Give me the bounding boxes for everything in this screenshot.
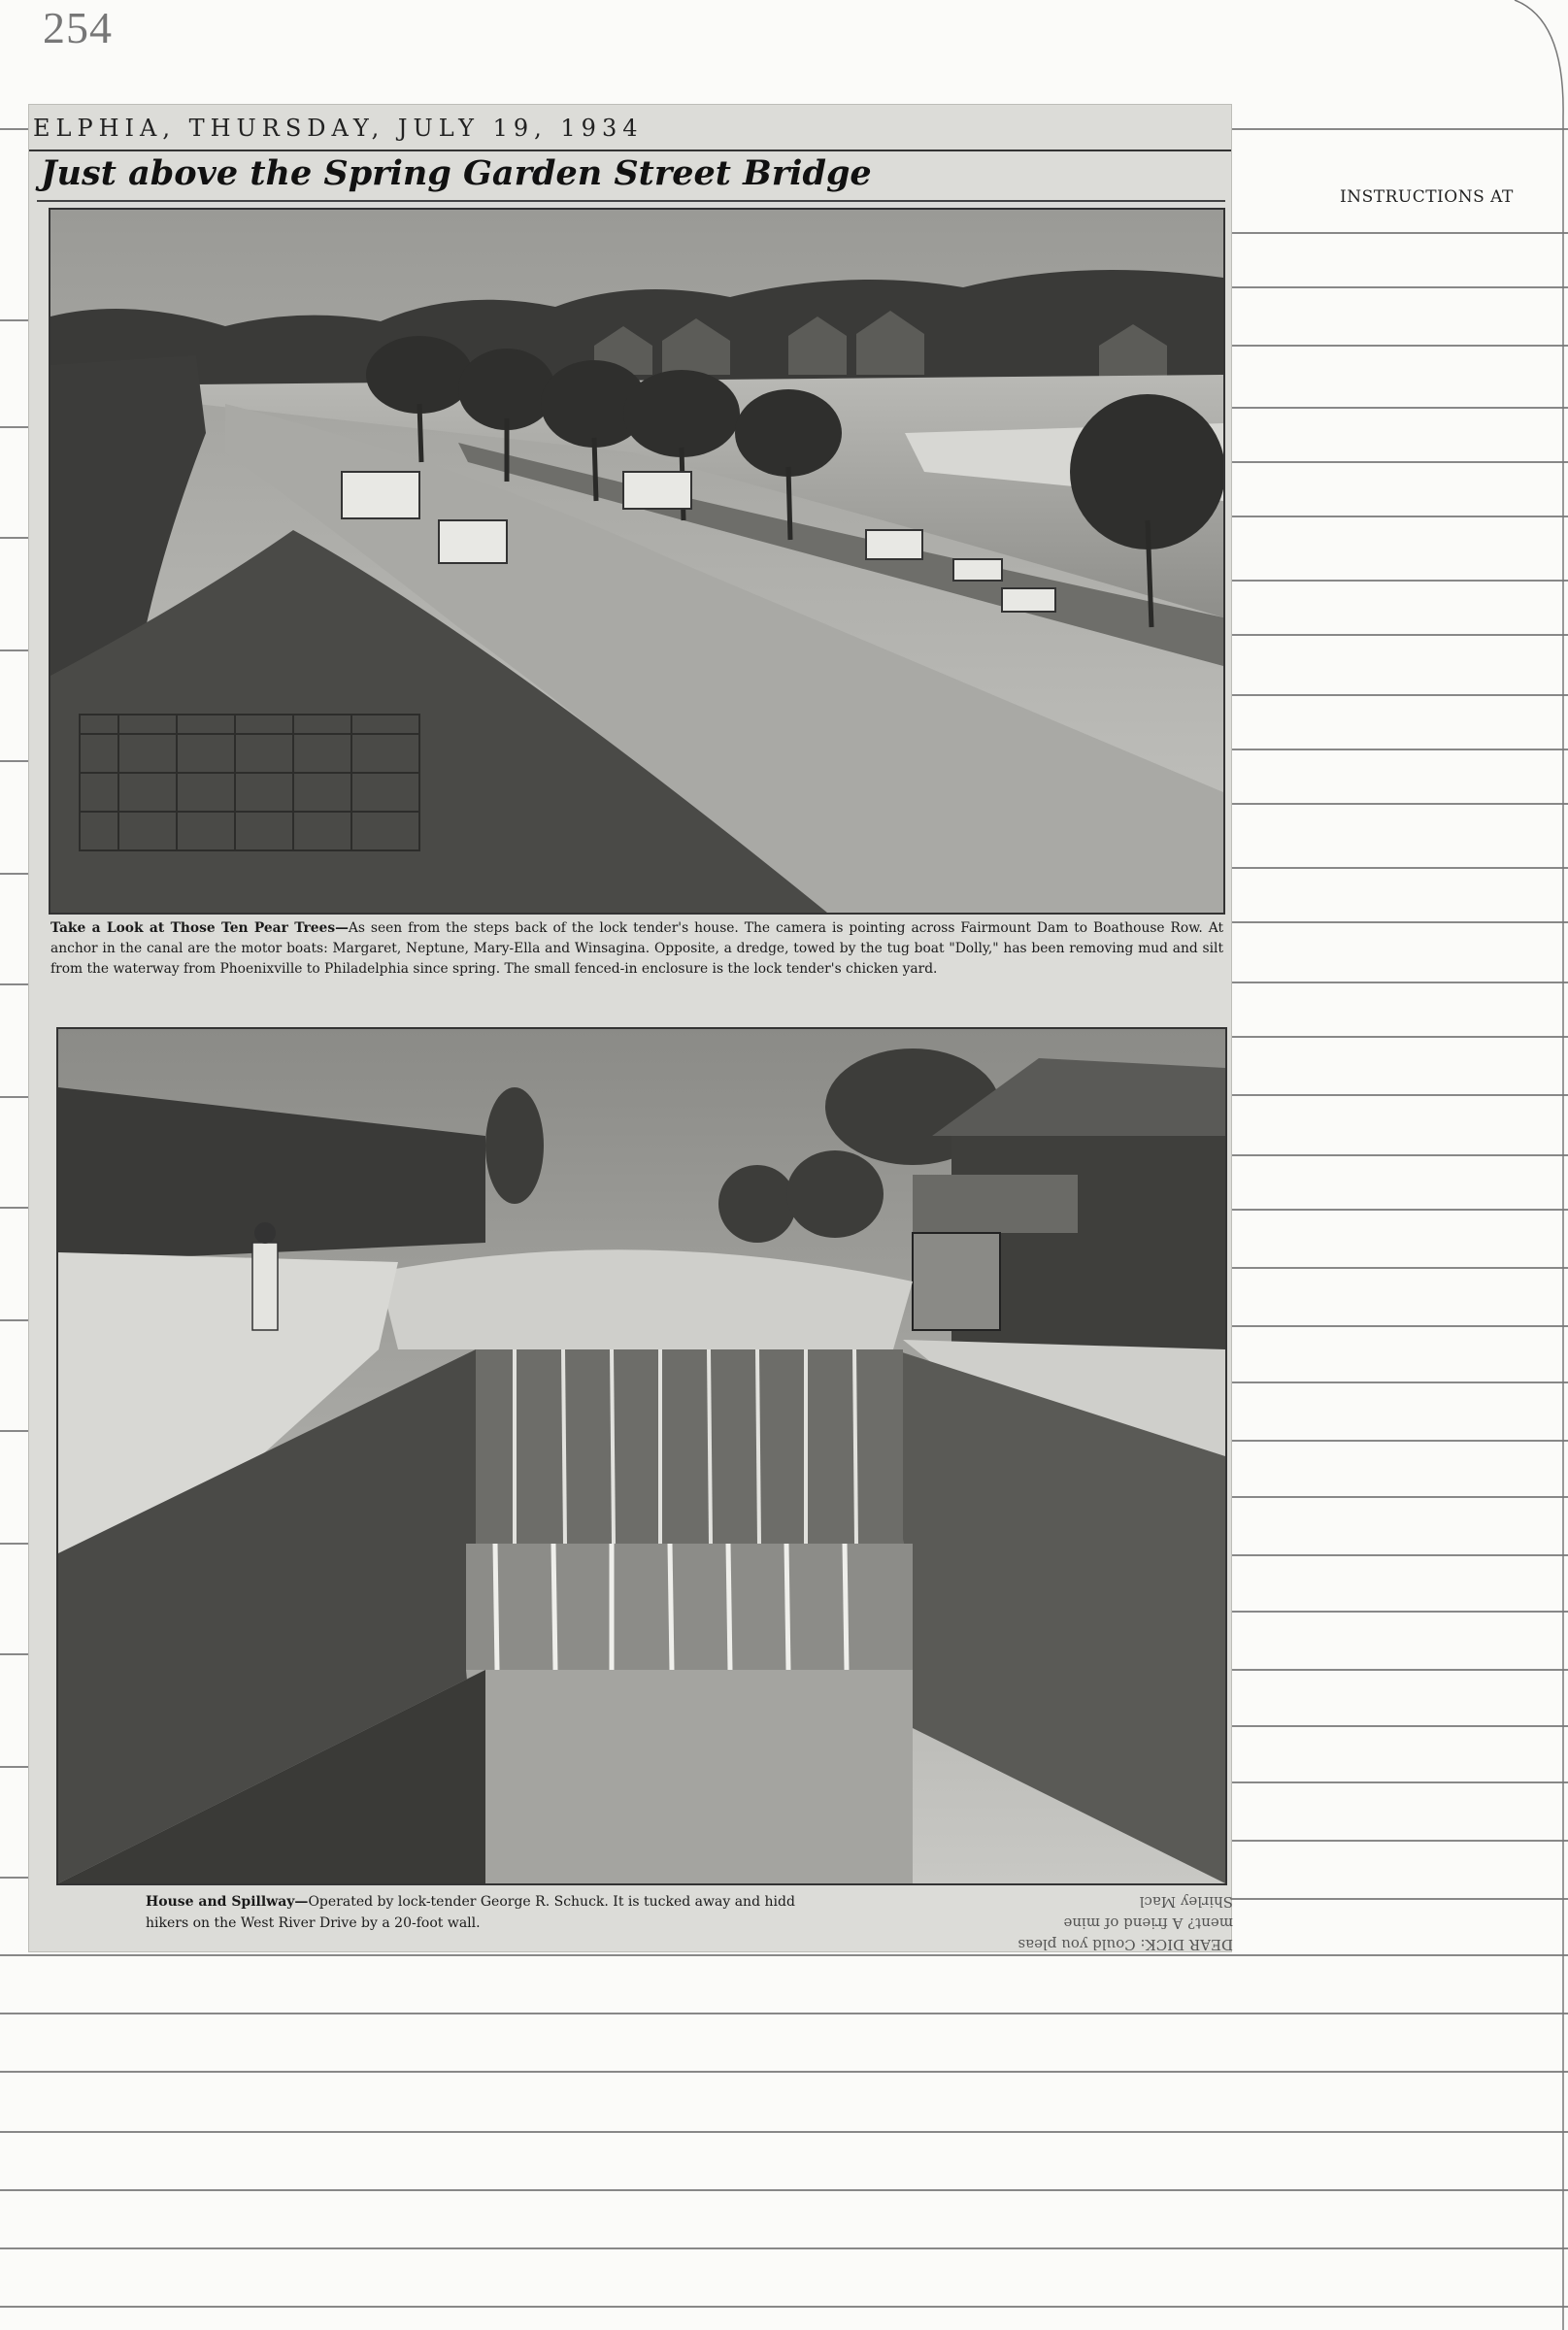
headline: Just above the Spring Garden Street Bridge [41,153,872,193]
caption-top-text: As seen from the steps back of the lock tender's house. The camera is pointing across Fairmount Dam to Boathouse Row. At anchor in the canal are the motor boats: Margaret, Neptune, Mary-Ella and Winsagina. Opposite, a dredge, towed by the tug boat "Dolly," has been removing mud and silt from the waterway from Phoenixville to Philadelphia since spring. The small fenced-in enclosure is the lock tender's chicken yard. [50,920,1223,977]
photo-canal-boathouse-row [49,208,1225,915]
caption-bottom [146,1891,825,1934]
bleed-line-1: DEAR DICK: Could you pleas [1018,1936,1233,1953]
caption-top-lead: Take a Look at Those Ten Pear Trees— [50,920,349,936]
caption-top [50,918,1223,980]
photo-lock-spillway [56,1027,1227,1885]
caption-bottom-lead: House and Spillway— [146,1894,309,1910]
divider [29,150,1231,151]
divider [37,200,1225,202]
caption-bottom-line2: hikers on the West River Drive by a 20-foot wall. [146,1915,481,1931]
dateline: ELPHIA, THURSDAY, JULY 19, 1934 [33,115,644,142]
caption-bottom-text: Operated by lock-tender George R. Schuck. It is tucked away and hidd [308,1894,795,1910]
page-number: 254 [43,3,113,52]
bleed-line-2: ment? A friend of mine [1063,1914,1233,1932]
bleed-line-3: Shirley Macl [1139,1893,1233,1911]
newspaper-clipping [29,105,1231,1951]
ledger-heading: INSTRUCTIONS AT [1340,187,1514,207]
bleed-through-text [825,1883,1233,1955]
